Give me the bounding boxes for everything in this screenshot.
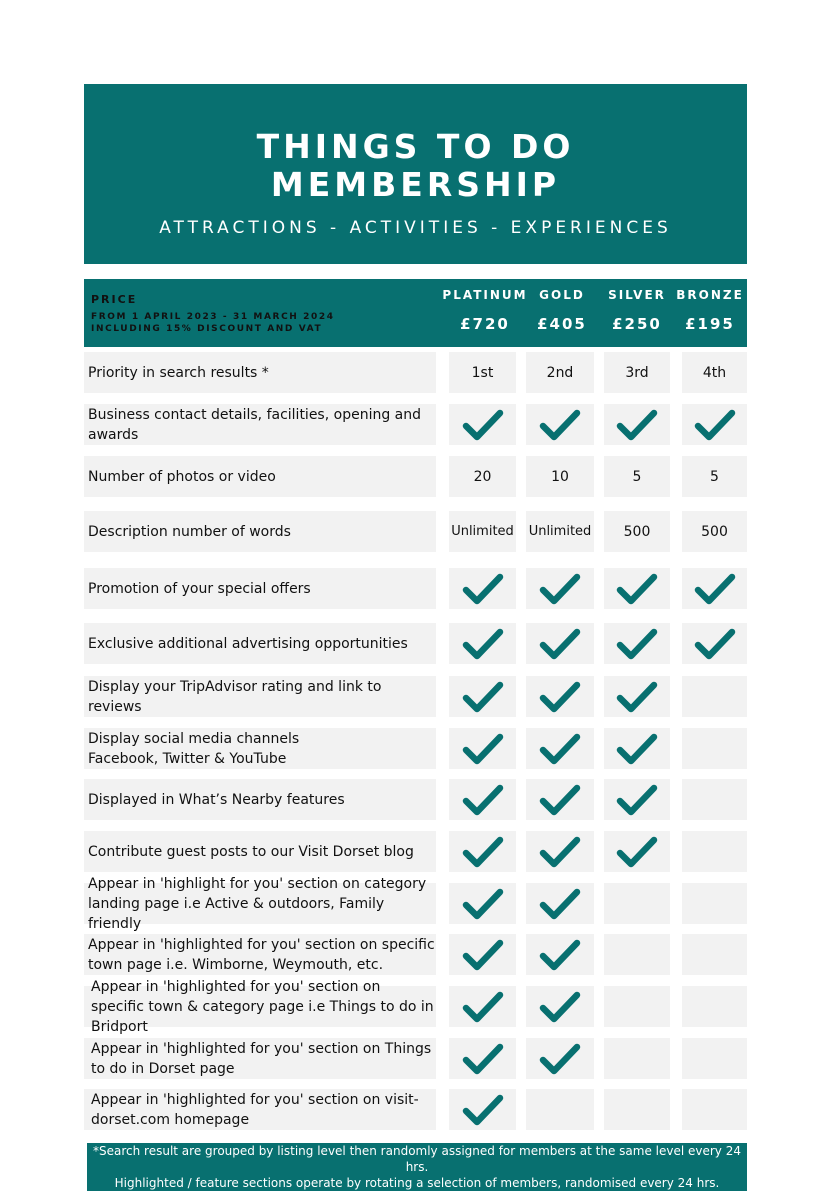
feature-label: Appear in 'highlighted for you' section on Things to do in Dorset page bbox=[84, 1038, 436, 1079]
check-cell-platinum bbox=[449, 623, 516, 664]
feature-label: Exclusive additional advertising opportunities bbox=[84, 623, 436, 664]
check-cell-silver bbox=[604, 779, 670, 820]
feature-label: Display social media channels Facebook, Twitter & YouTube bbox=[84, 728, 436, 769]
check-icon bbox=[539, 1041, 581, 1077]
check-cell-gold bbox=[526, 676, 594, 717]
check-icon bbox=[539, 834, 581, 870]
value-cell-bronze: 5 bbox=[682, 456, 747, 497]
feature-label: Appear in 'highlighted for you' section on specific town & category page i.e Things to do in Bridport bbox=[84, 986, 436, 1027]
value-cell-bronze: 500 bbox=[682, 511, 747, 552]
value-cell-silver bbox=[604, 1038, 670, 1079]
check-icon bbox=[616, 571, 658, 607]
check-cell-platinum bbox=[449, 404, 516, 445]
feature-label: Displayed in What’s Nearby features bbox=[84, 779, 436, 820]
value-cell-silver: 5 bbox=[604, 456, 670, 497]
value-cell-bronze bbox=[682, 728, 747, 769]
footer-line-1: *Search result are grouped by listing level then randomly assigned for members at the same level every 24 hrs. bbox=[93, 1144, 741, 1174]
value-cell-bronze bbox=[682, 986, 747, 1027]
check-icon bbox=[462, 1041, 504, 1077]
check-cell-silver bbox=[604, 568, 670, 609]
check-icon bbox=[462, 886, 504, 922]
value-cell-silver: 3rd bbox=[604, 352, 670, 393]
check-icon bbox=[616, 782, 658, 818]
value-cell-silver bbox=[604, 934, 670, 975]
value-cell-bronze bbox=[682, 831, 747, 872]
value-cell-gold: 10 bbox=[526, 456, 594, 497]
value-cell-platinum: Unlimited bbox=[449, 511, 516, 552]
check-cell-platinum bbox=[449, 568, 516, 609]
tier-name-platinum: PLATINUM bbox=[442, 288, 528, 302]
price-period bbox=[91, 311, 335, 335]
check-cell-gold bbox=[526, 568, 594, 609]
check-cell-silver bbox=[604, 623, 670, 664]
tier-price-bronze: £195 bbox=[685, 315, 735, 333]
check-cell-gold bbox=[526, 728, 594, 769]
check-icon bbox=[462, 782, 504, 818]
check-cell-platinum bbox=[449, 831, 516, 872]
tier-name-gold: GOLD bbox=[539, 288, 585, 302]
check-icon bbox=[616, 407, 658, 443]
price-label: PRICE bbox=[91, 293, 138, 306]
check-cell-gold bbox=[526, 1038, 594, 1079]
check-cell-platinum bbox=[449, 883, 516, 924]
title-line-1: THINGS TO DO bbox=[256, 127, 575, 166]
value-cell-silver bbox=[604, 1089, 670, 1130]
value-cell-silver: 500 bbox=[604, 511, 670, 552]
check-icon bbox=[462, 407, 504, 443]
check-cell-gold bbox=[526, 404, 594, 445]
check-cell-bronze bbox=[682, 623, 747, 664]
check-cell-platinum bbox=[449, 986, 516, 1027]
price-note: INCLUDING 15% DISCOUNT AND VAT bbox=[91, 324, 323, 334]
feature-label: Display your TripAdvisor rating and link to reviews bbox=[84, 676, 436, 717]
value-cell-gold: Unlimited bbox=[526, 511, 594, 552]
check-cell-platinum bbox=[449, 676, 516, 717]
feature-label: Description number of words bbox=[84, 511, 436, 552]
value-cell-platinum: 20 bbox=[449, 456, 516, 497]
value-cell-silver bbox=[604, 986, 670, 1027]
check-icon bbox=[694, 626, 736, 662]
tier-name-silver: SILVER bbox=[608, 288, 666, 302]
check-cell-platinum bbox=[449, 934, 516, 975]
check-icon bbox=[616, 626, 658, 662]
check-cell-silver bbox=[604, 728, 670, 769]
value-cell-bronze bbox=[682, 1038, 747, 1079]
feature-label: Appear in 'highlighted for you' section on visit-dorset.com homepage bbox=[84, 1089, 436, 1130]
value-cell-silver bbox=[604, 883, 670, 924]
feature-label: Business contact details, facilities, opening and awards bbox=[84, 404, 436, 445]
check-cell-bronze bbox=[682, 404, 747, 445]
check-icon bbox=[539, 937, 581, 973]
check-cell-gold bbox=[526, 986, 594, 1027]
check-cell-gold bbox=[526, 831, 594, 872]
check-cell-bronze bbox=[682, 568, 747, 609]
tier-price-silver: £250 bbox=[612, 315, 662, 333]
value-cell-platinum: 1st bbox=[449, 352, 516, 393]
value-cell-gold bbox=[526, 1089, 594, 1130]
check-icon bbox=[462, 731, 504, 767]
feature-label: Appear in 'highlighted for you' section on specific town page i.e. Wimborne, Weymouth, etc. bbox=[84, 934, 436, 975]
check-cell-platinum bbox=[449, 779, 516, 820]
feature-label: Contribute guest posts to our Visit Dorset blog bbox=[84, 831, 436, 872]
check-icon bbox=[539, 407, 581, 443]
value-cell-bronze bbox=[682, 779, 747, 820]
check-icon bbox=[616, 834, 658, 870]
check-icon bbox=[462, 834, 504, 870]
check-icon bbox=[539, 626, 581, 662]
footer-line-2: Highlighted / feature sections operate by rotating a selection of members, randomised every 24 hrs. bbox=[114, 1176, 720, 1190]
footer-note bbox=[87, 1143, 747, 1191]
header-banner bbox=[84, 84, 747, 264]
value-cell-bronze bbox=[682, 883, 747, 924]
title-line-2: MEMBERSHIP bbox=[270, 165, 561, 204]
check-icon bbox=[462, 571, 504, 607]
price-dates: FROM 1 APRIL 2023 - 31 MARCH 2024 bbox=[91, 312, 335, 322]
check-cell-gold bbox=[526, 623, 594, 664]
price-bar bbox=[84, 279, 747, 347]
value-cell-bronze: 4th bbox=[682, 352, 747, 393]
tier-name-bronze: BRONZE bbox=[676, 288, 744, 302]
check-cell-platinum bbox=[449, 1038, 516, 1079]
check-cell-gold bbox=[526, 934, 594, 975]
check-icon bbox=[462, 626, 504, 662]
check-cell-silver bbox=[604, 831, 670, 872]
check-icon bbox=[539, 782, 581, 818]
feature-label: Promotion of your special offers bbox=[84, 568, 436, 609]
tier-price-platinum: £720 bbox=[460, 315, 510, 333]
check-icon bbox=[539, 886, 581, 922]
check-icon bbox=[462, 679, 504, 715]
check-cell-platinum bbox=[449, 728, 516, 769]
check-icon bbox=[462, 989, 504, 1025]
check-icon bbox=[616, 731, 658, 767]
check-cell-silver bbox=[604, 404, 670, 445]
tier-price-gold: £405 bbox=[537, 315, 587, 333]
check-cell-silver bbox=[604, 676, 670, 717]
check-icon bbox=[616, 679, 658, 715]
page-title bbox=[84, 128, 747, 204]
value-cell-gold: 2nd bbox=[526, 352, 594, 393]
value-cell-bronze bbox=[682, 676, 747, 717]
check-icon bbox=[539, 679, 581, 715]
check-icon bbox=[694, 407, 736, 443]
feature-label: Appear in 'highlight for you' section on category landing page i.e Active & outdoors, Family friendly bbox=[84, 883, 436, 924]
check-icon bbox=[539, 571, 581, 607]
check-icon bbox=[539, 989, 581, 1025]
value-cell-bronze bbox=[682, 934, 747, 975]
check-cell-gold bbox=[526, 883, 594, 924]
feature-label: Priority in search results * bbox=[84, 352, 436, 393]
check-icon bbox=[462, 937, 504, 973]
feature-label: Number of photos or video bbox=[84, 456, 436, 497]
check-icon bbox=[462, 1092, 504, 1128]
check-cell-gold bbox=[526, 779, 594, 820]
page-subtitle: ATTRACTIONS - ACTIVITIES - EXPERIENCES bbox=[159, 218, 672, 238]
check-icon bbox=[694, 571, 736, 607]
value-cell-bronze bbox=[682, 1089, 747, 1130]
check-icon bbox=[539, 731, 581, 767]
check-cell-platinum bbox=[449, 1089, 516, 1130]
